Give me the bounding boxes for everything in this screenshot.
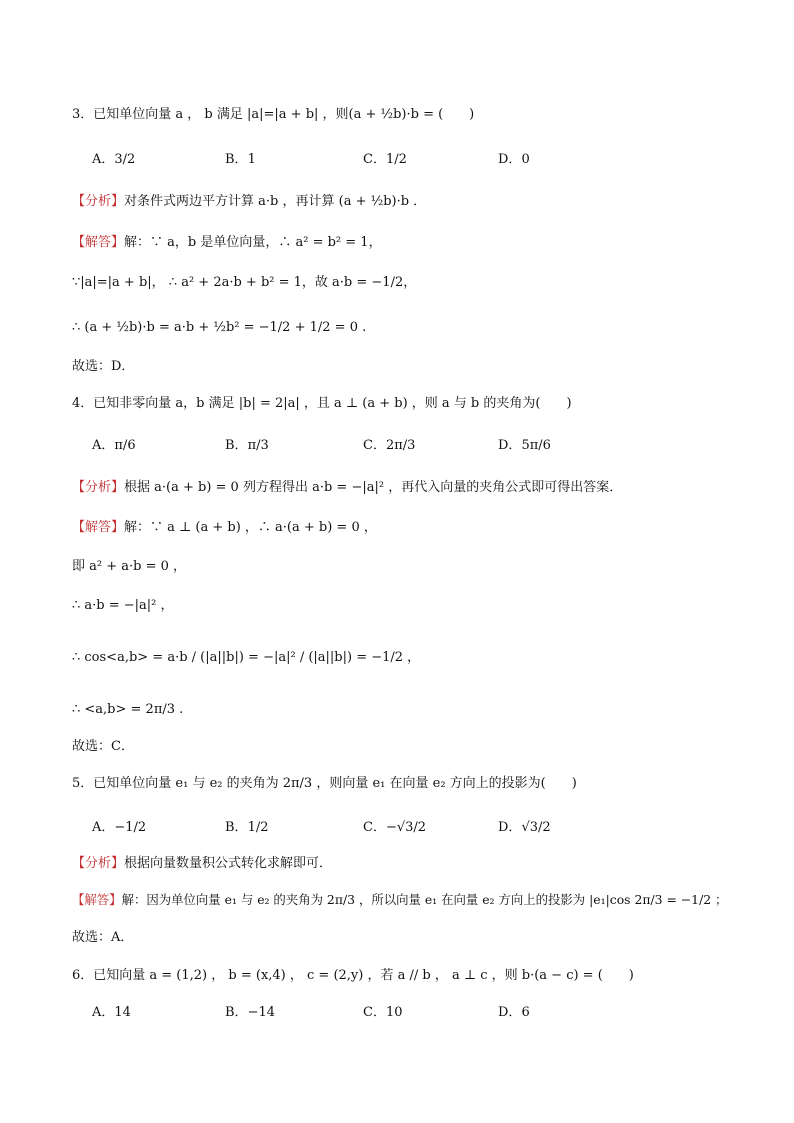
q4-option-a[interactable]: A．π/6 (92, 438, 136, 453)
q4-solution-3: ∴ a·b = −|a|² ， (72, 598, 174, 613)
solution-tag: 【解答】 (72, 892, 122, 907)
q3-option-b[interactable]: B．1 (225, 152, 256, 167)
q4-option-d[interactable]: D．5π/6 (498, 438, 551, 453)
q4-analysis: 【分析】根据 a·(a + b) = 0 列方程得出 a·b = −|a|² ，再代入向量的夹角公式即可得出答案． (72, 480, 623, 495)
q4-stem: 4．已知非零向量 a，b 满足 |b| = 2|a| ，且 a ⊥ (a + b) ，则 a 与 b 的夹角为( ) (72, 396, 572, 411)
q6-option-c[interactable]: C．10 (363, 1005, 403, 1020)
solution-tag: 【解答】 (72, 235, 125, 250)
q3-stem: 3．已知单位向量 a ， b 满足 |a|=|a + b| ，则(a + ½b)·b = ( ) (72, 107, 475, 122)
q5-option-a[interactable]: A．−1/2 (92, 820, 147, 835)
q4-solution-4: ∴ cos<a,b> = a·b / (|a||b|) = −|a|² / (|a||b|) = −1/2 ， (72, 650, 421, 665)
q4-option-c[interactable]: C．2π/3 (363, 438, 416, 453)
q5-answer: 故选：A． (72, 930, 134, 945)
q4-answer: 故选：C． (72, 739, 134, 754)
q5-solution: 【解答】解：因为单位向量 e₁ 与 e₂ 的夹角为 2π/3 ，所以向量 e₁ 在向量 e₂ 方向上的投影为 |e₁|cos 2π/3 = −1/2 ； (72, 892, 728, 907)
q5-analysis: 【分析】根据向量数量积公式转化求解即可． (72, 856, 333, 871)
q4-option-b[interactable]: B．π/3 (225, 438, 269, 453)
analysis-tag: 【分析】 (72, 194, 125, 209)
analysis-tag: 【分析】 (72, 856, 125, 871)
q6-stem: 6．已知向量 a = (1,2) ， b = (x,4) ， c = (2,y) ，若 a // b ， a ⊥ c ，则 b·(a − c) = ( ) (72, 968, 634, 983)
q6-option-d[interactable]: D．6 (498, 1005, 530, 1020)
analysis-tag: 【分析】 (72, 480, 125, 495)
q3-solution-2: ∵|a|=|a + b|， ∴ a² + 2a·b + b² = 1，故 a·b = −1/2， (72, 275, 417, 290)
q3-option-c[interactable]: C．1/2 (363, 152, 407, 167)
q4-solution-2: 即 a² + a·b = 0 ， (72, 559, 187, 574)
q3-option-a[interactable]: A．3/2 (92, 152, 136, 167)
solution-tag: 【解答】 (72, 520, 125, 535)
q6-option-a[interactable]: A．14 (92, 1005, 131, 1020)
q5-option-d[interactable]: D．√3/2 (498, 820, 551, 835)
q3-answer: 故选：D． (72, 359, 135, 374)
q5-option-b[interactable]: B．1/2 (225, 820, 269, 835)
q4-solution-5: ∴ <a,b> = 2π/3 . (72, 702, 184, 717)
q6-option-b[interactable]: B．−14 (225, 1005, 275, 1020)
q4-solution-1: 【解答】解：∵ a ⊥ (a + b) ，∴ a·(a + b) = 0 ， (72, 520, 377, 535)
q3-option-d[interactable]: D．0 (498, 152, 530, 167)
q3-solution-1: 【解答】解：∵ a，b 是单位向量，∴ a² = b² = 1， (72, 235, 382, 250)
q5-stem: 5．已知单位向量 e₁ 与 e₂ 的夹角为 2π/3 ，则向量 e₁ 在向量 e₂ 方向上的投影为( ) (72, 776, 577, 791)
q3-solution-3: ∴ (a + ½b)·b = a·b + ½b² = −1/2 + 1/2 = 0 . (72, 320, 367, 335)
q5-option-c[interactable]: C．−√3/2 (363, 820, 427, 835)
q3-analysis: 【分析】对条件式两边平方计算 a·b ，再计算 (a + ½b)·b ． (72, 194, 427, 209)
